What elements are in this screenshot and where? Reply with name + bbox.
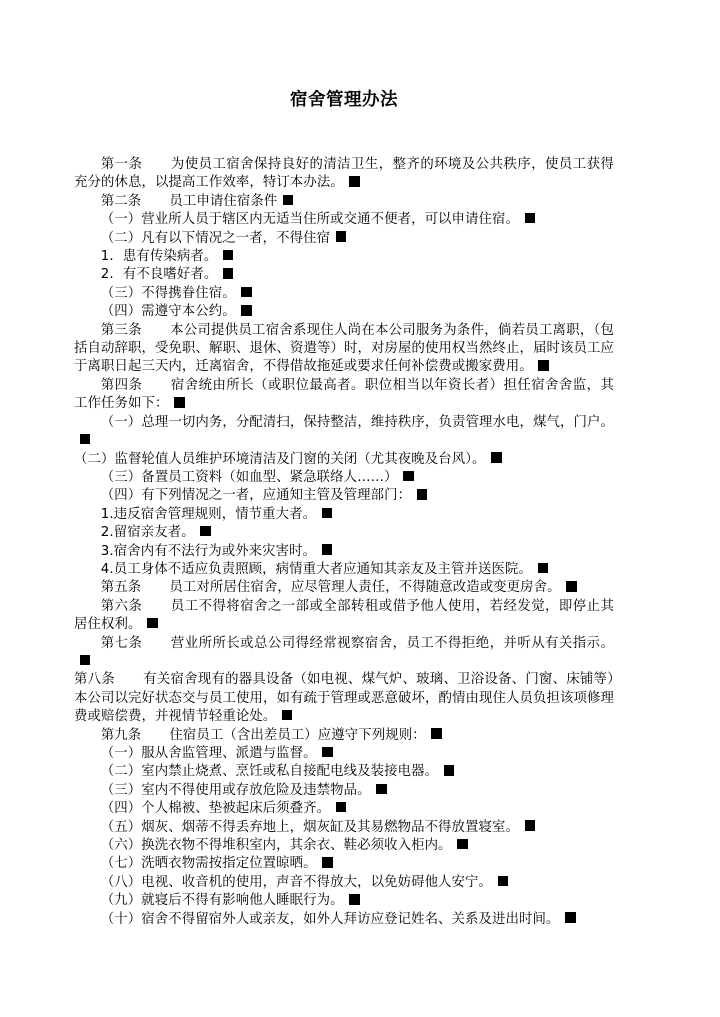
paragraph-end-marker <box>349 894 359 904</box>
paragraph-text: （二）凡有以下情况之一者，不得住宿 <box>100 230 331 246</box>
paragraph-text: 1.违反宿舍管理规则，情节重大者。 <box>100 506 317 522</box>
paragraph-end-marker <box>80 434 90 444</box>
article-9-item-7 <box>74 855 614 873</box>
paragraph-text: （十）宿舍不得留宿外人或亲友，如外人拜访应登记姓名、关系及进出时间。 <box>100 911 560 927</box>
paragraph-end-marker <box>322 544 332 554</box>
paragraph-end-marker <box>322 857 332 867</box>
paragraph-text: （五）烟灰、烟蒂不得丢弃地上，烟灰缸及其易燃物品不得放置寝室。 <box>100 819 520 835</box>
paragraph-end-marker <box>525 820 535 830</box>
article-4 <box>74 377 614 414</box>
paragraph-end-marker <box>566 581 576 591</box>
paragraph-text: 2.留宿亲友者。 <box>100 525 195 541</box>
paragraph-text: 有关宿舍现有的器具设备（如电视、煤气炉、玻璃、卫浴设备、门窗、床铺等）本公司以完好状态交与员工使用，如有疏于管理或恶意破坏，酌情由现住人员负担该项修理费或赔偿费，并视情节轻重论处。 <box>74 672 614 725</box>
article-9-item-2 <box>74 763 614 781</box>
paragraph-end-marker <box>241 305 251 315</box>
paragraph-text: （一）总理一切内务，分配清扫，保持整洁，维持秩序，负责管理水电，煤气，门户。 <box>100 414 614 430</box>
article-4-item-4 <box>74 487 614 505</box>
paragraph-text: （二）监督轮值人员维护环境清洁及门窗的关闭（尤其夜晚及台风）。 <box>74 451 486 467</box>
article-9 <box>74 727 614 745</box>
paragraph-text: （四）需遵守本公约。 <box>100 304 236 320</box>
paragraph-text: 2．有不良嗜好者。 <box>100 267 218 283</box>
article-2-item-2-sub-2 <box>74 266 614 284</box>
paragraph-text: 3.宿舍内有不法行为或外来灾害时。 <box>100 543 317 559</box>
paragraph-end-marker <box>403 471 413 481</box>
paragraph-end-marker <box>431 728 441 738</box>
article-9-item-5 <box>74 819 614 837</box>
paragraph-text: （九）就寝后不得有影响他人睡眠行为。 <box>100 893 344 909</box>
paragraph-end-marker <box>223 250 233 260</box>
paragraph-end-marker <box>525 213 535 223</box>
article-label: 第九条 <box>100 727 142 743</box>
paragraph-end-marker <box>417 489 427 499</box>
paragraph-text: 员工对所居住宿舍，应尽管理人责任，不得随意改造或变更房舍。 <box>169 580 561 596</box>
paragraph-end-marker <box>376 784 386 794</box>
paragraph-text: 本公司提供员工宿舍系现住人尚在本公司服务为条件，倘若员工离职，（包括自动辞职，受免职、解职、退休、资遣等）时，对房屋的使用权当然终止，届时该员工应于离职日起三天内，迁离宿舍，不得借故拖延或要求任何补偿费或搬家费用。 <box>74 322 614 375</box>
paragraph-text: （八）电视、收音机的使用，声音不得放大，以免妨碍他人安宁。 <box>100 874 493 890</box>
paragraph-text: 住宿员工（含出差员工）应遵守下列规则： <box>169 727 426 743</box>
paragraph-text: 宿舍统由所长（或职位最高者。职位相当以年资长者）担任宿舍舍监，其工作任务如下： <box>74 377 614 412</box>
article-2-item-4 <box>74 303 614 321</box>
article-label: 第三条 <box>100 322 142 338</box>
paragraph-text: 为使员工宿舍保持良好的清洁卫生，整齐的环境及公共秩序，使员工获得充分的休息，以提高工作效率，特订本办法。 <box>74 157 614 191</box>
paragraph-end-marker <box>444 765 454 775</box>
paragraph-text: 1．患有传染病者。 <box>100 249 218 265</box>
article-9-item-9 <box>74 892 614 910</box>
paragraph-end-marker <box>283 195 293 205</box>
article-2-item-3 <box>74 285 614 303</box>
paragraph-end-marker <box>538 360 548 370</box>
paragraph-text: （三）备置员工资料（如血型、紧急联络人……） <box>100 469 398 485</box>
article-label: 第二条 <box>100 193 142 209</box>
paragraph-text: 员工不得将宿舍之一部或全部转租或借予他人使用，若经发觉，即停止其居住权利。 <box>74 598 614 633</box>
article-7 <box>74 635 614 672</box>
article-2-item-2 <box>74 230 614 248</box>
paragraph-text: （二）室内禁止烧煮、烹饪或私自接配电线及装接电器。 <box>100 764 439 780</box>
article-label: 第八条 <box>74 672 115 688</box>
article-label: 第七条 <box>100 635 143 651</box>
article-label: 第五条 <box>100 580 142 596</box>
paragraph-end-marker <box>498 876 508 886</box>
paragraph-text: （六）换洗衣物不得堆积室内，其余衣、鞋必须收入柜内。 <box>100 838 452 854</box>
paragraph-end-marker <box>200 526 210 536</box>
document-body <box>74 88 614 929</box>
paragraph-text: （四）个人棉被、垫被起床后须叠齐。 <box>100 801 331 817</box>
paragraph-end-marker <box>349 176 359 186</box>
paragraph-end-marker <box>322 508 332 518</box>
article-5 <box>74 579 614 597</box>
article-6 <box>74 598 614 635</box>
article-9-item-6 <box>74 837 614 855</box>
paragraph-end-marker <box>282 710 292 720</box>
article-9-item-4 <box>74 800 614 818</box>
paragraph-text: （三）室内不得使用或存放危险及违禁物品。 <box>100 782 371 798</box>
paragraph-end-marker <box>223 268 233 278</box>
paragraph-end-marker <box>336 231 346 241</box>
paragraph-end-marker <box>80 655 90 665</box>
article-9-item-1 <box>74 745 614 763</box>
paragraph-end-marker <box>565 912 575 922</box>
article-4-item-1 <box>74 414 614 451</box>
article-8 <box>74 671 614 726</box>
page-title: 宿舍管理办法 <box>290 90 398 110</box>
paragraph-text: （三）不得携眷住宿。 <box>100 285 236 301</box>
article-label: 第六条 <box>100 598 143 614</box>
article-4-item-4-sub-2 <box>74 524 614 542</box>
paragraph-text: （一）服从舍监管理、派遣与监督。 <box>100 746 317 761</box>
paragraph-end-marker <box>491 452 501 462</box>
article-2 <box>74 193 614 211</box>
article-4-item-4-sub-1 <box>74 506 614 524</box>
paragraph-end-marker <box>457 839 467 849</box>
article-3 <box>74 322 614 377</box>
paragraph-end-marker <box>322 747 332 757</box>
paragraph-text: （一）营业所人员于辖区内无适当住所或交通不便者，可以申请住宿。 <box>100 212 520 228</box>
article-9-item-3 <box>74 782 614 800</box>
article-4-item-4-sub-4 <box>74 561 614 579</box>
paragraph-end-marker <box>538 563 548 573</box>
paragraph-text: 4.员工身体不适应负责照顾，病情重大者应通知其亲友及主管并送医院。 <box>100 561 532 577</box>
paragraph-end-marker <box>336 802 346 812</box>
paragraph-text: （七）洗晒衣物需按指定位置晾晒。 <box>100 856 317 872</box>
paragraph-text: 员工申请住宿条件 <box>169 193 278 209</box>
article-4-item-4-sub-3 <box>74 543 614 561</box>
paragraph-end-marker <box>174 397 184 407</box>
paragraph-list <box>74 156 614 929</box>
article-2-item-2-sub-1 <box>74 248 614 266</box>
article-4-item-2 <box>74 451 614 469</box>
article-9-item-10 <box>74 911 614 929</box>
paragraph-end-marker <box>241 287 251 297</box>
paragraph-text: （四）有下列情况之一者，应通知主管及管理部门： <box>100 488 412 504</box>
article-4-item-3 <box>74 469 614 487</box>
article-2-item-1 <box>74 211 614 229</box>
paragraph-end-marker <box>147 618 157 628</box>
article-label: 第一条 <box>100 157 143 172</box>
article-1 <box>74 156 614 193</box>
article-label: 第四条 <box>100 377 143 393</box>
paragraph-text: 营业所所长或总公司得经常视察宿舍，员工不得拒绝，并听从有关指示。 <box>170 635 614 651</box>
article-9-item-8 <box>74 874 614 892</box>
